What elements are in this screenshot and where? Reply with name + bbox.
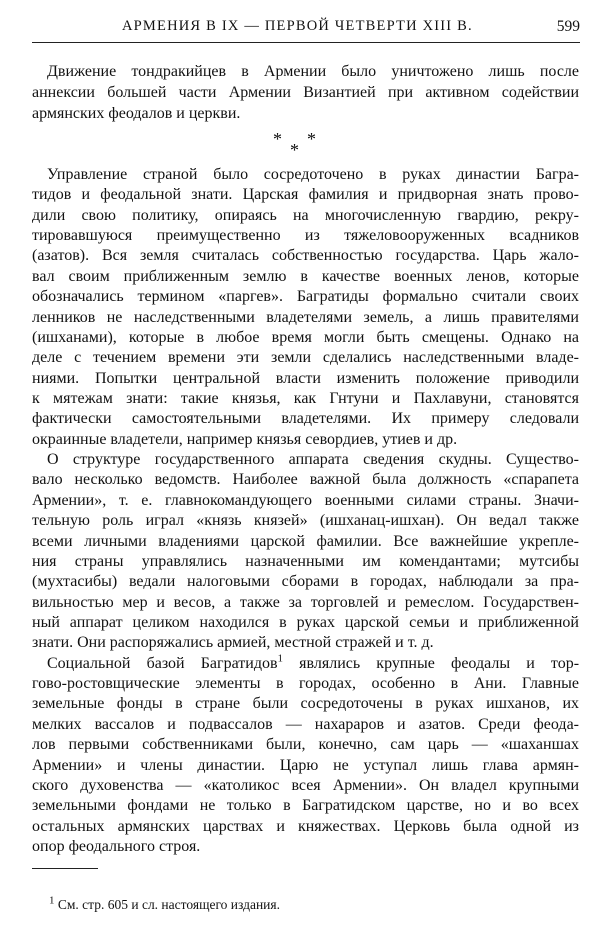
text-line: окраинные владетели, например князья севордиев, утиев и др. xyxy=(32,431,458,448)
text-line: Армении» и члены династии. Царю не уступал лишь глава армян- xyxy=(32,757,579,774)
text-line: ниями. Попытки центральной власти изменить положение приводили xyxy=(32,370,579,387)
asterisk: * xyxy=(290,140,299,160)
footnote-mark: 1 xyxy=(49,894,55,907)
text-line: Армении», т. е. главнокомандующего военными силами страны. Значи- xyxy=(32,492,579,509)
text-line: остальных армянских царствах и княжествах. Церковь была одной из xyxy=(32,818,579,835)
text-line: знати. Они распоряжались армией, местной стражей и т. д. xyxy=(32,634,434,651)
text-line: аннексии большей части Армении Византией при активном содействии xyxy=(32,84,579,101)
text-line: земельные фонды в стране были сосредоточены в руках ишханов, их xyxy=(32,695,579,712)
footnote-rule xyxy=(32,868,98,869)
page-number: 599 xyxy=(556,18,580,35)
asterisk: * xyxy=(307,129,316,149)
text-line: лов первыми собственниками были, конечно, сам царь — «шаханшах xyxy=(32,736,579,753)
text-line: тировавшуюся преимущественно из тяжеловооруженных всадников xyxy=(32,227,579,244)
text-line: вало несколько ведомств. Наиболее важной была должность «спарапета xyxy=(32,471,579,488)
footnote xyxy=(49,896,280,914)
asterisk: * xyxy=(273,129,282,149)
text-line: опор феодального строя. xyxy=(32,838,201,855)
text-line: тельную роль играл «князь князей» (ишханац-ишхан). Он ведал также xyxy=(32,512,579,529)
text-line: фактически самостоятельными владетелями. Их примеру следовали xyxy=(32,410,579,427)
running-title: АРМЕНИЯ В IX — ПЕРВОЙ ЧЕТВЕРТИ XIII В. xyxy=(122,18,473,34)
text-fragment: Социальной базой Багратидов xyxy=(47,655,278,672)
text-line: ный аппарат целиком находился в руках царской семьи и приближенной xyxy=(32,614,579,631)
footnote-text: См. стр. 605 и сл. настоящего издания. xyxy=(57,897,280,912)
text-line: земельными фондами не только в Багратидском царстве, но и во всех xyxy=(32,797,579,814)
text-line: Движение тондракийцев в Армении было уничтожено лишь после xyxy=(47,63,579,80)
footnote-reference[interactable]: 1 xyxy=(277,652,284,665)
text-line xyxy=(47,653,579,674)
text-line: (мухтасибы) ведали налоговыми сборами в городах, наблюдали за пра- xyxy=(32,573,579,590)
text-line: деле с течением времени эти земли сделались наследственными владе- xyxy=(32,349,579,366)
text-line: армянских феодалов и церкви. xyxy=(32,105,241,122)
text-line: ленников не наследственными владетелями земель, а лишь правителями xyxy=(32,309,579,326)
text-line: (ишханами), которые в любое время могли быть смещены. Однако на xyxy=(32,329,579,346)
text-line: к мятежам знати: такие князья, как Гнтуни и Пахлавуни, становятся xyxy=(32,390,579,407)
text-line: тидов и феодальной знати. Царская фамилия и придворная знать прово- xyxy=(32,186,579,203)
text-line: всеми личными владениями царской фамилии. Все важнейшие укрепле- xyxy=(32,533,579,550)
text-line: мелких вассалов и подвассалов — нахараров и азатов. Среди феода- xyxy=(32,716,579,733)
text-line: Управление страной было сосредоточено в руках династии Багра- xyxy=(47,166,579,183)
section-separator xyxy=(273,130,333,160)
text-line: (азатов). Вся земля считалась собственностью государства. Царь жало- xyxy=(32,247,579,264)
text-line: О структуре государственного аппарата сведения скудны. Существо- xyxy=(47,451,579,468)
text-line: вал своим приближенным землю в качестве военных ленов, которые xyxy=(32,268,579,285)
text-line: ния страны управлялись назначенными им комендантами; мутсибы xyxy=(32,553,579,570)
text-line: вильностью мер и весов, а также за торговлей и ремеслом. Государствен- xyxy=(32,594,579,611)
running-header xyxy=(32,18,580,46)
header-rule xyxy=(32,42,580,43)
text-line: гово-ростовщические элементы в городах, особенно в Ани. Главные xyxy=(32,675,579,692)
text-line: дили свою политику, опираясь на многочисленную гвардию, рекру- xyxy=(32,207,579,224)
text-line: обозначались термином «паргев». Багратиды формально считали своих xyxy=(32,288,579,305)
text-fragment: являлись крупные феодалы и тор- xyxy=(299,655,580,672)
text-line: ского духовенства — «католикос всея Армении». Он владел крупными xyxy=(32,777,579,794)
